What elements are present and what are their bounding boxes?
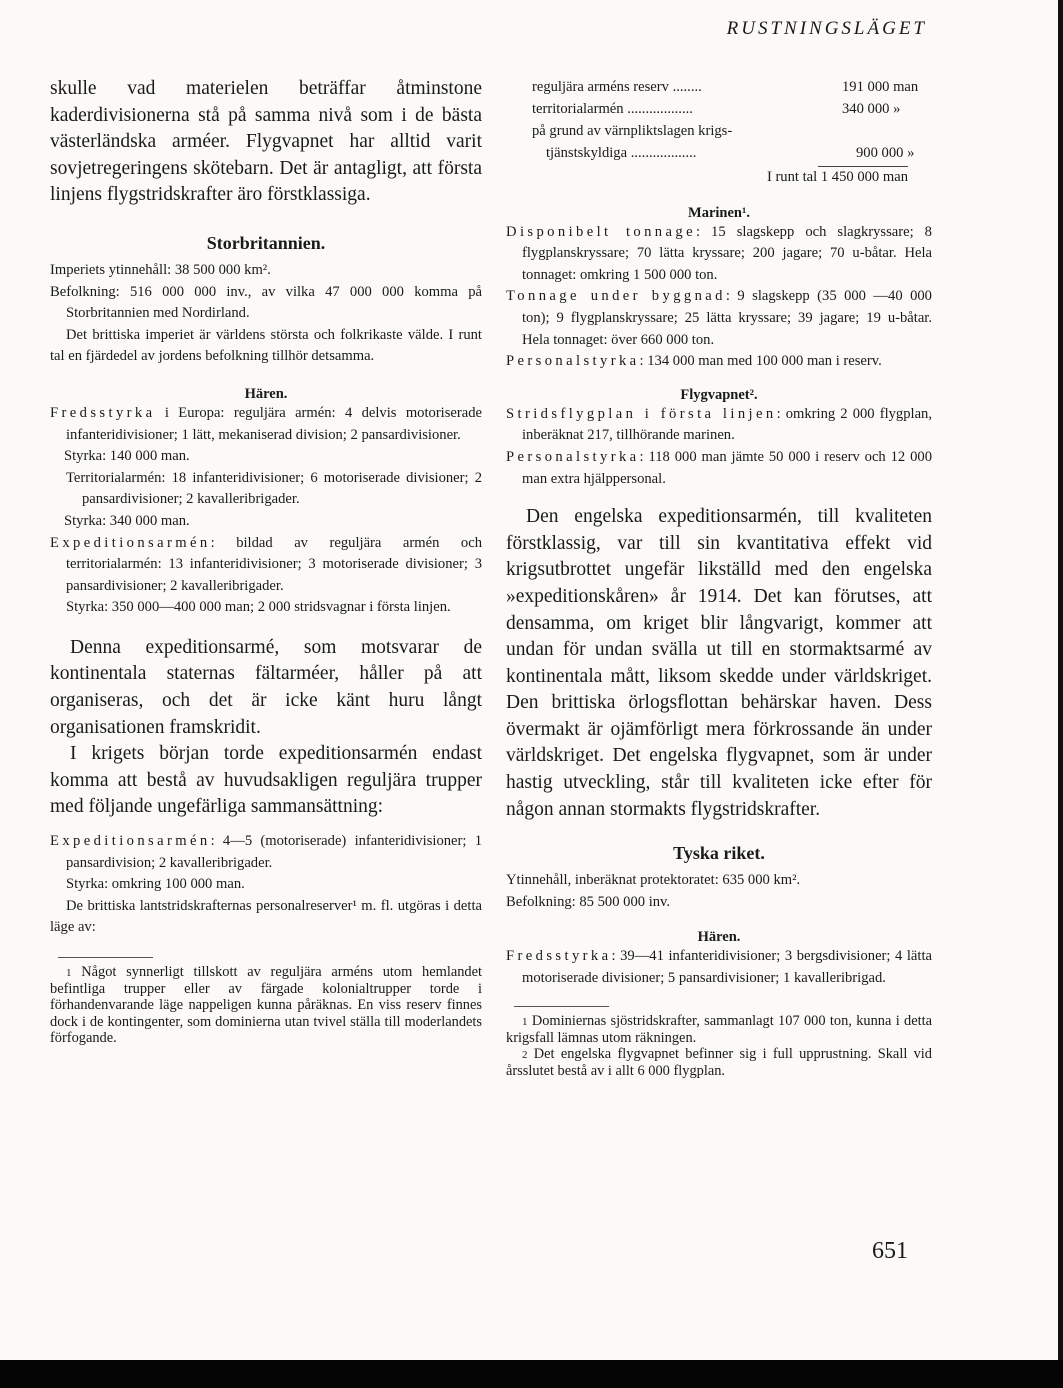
peace-strength-text: i Europa: reguljära armén: 4 delvis motoriserade infanteridivisioner; 1 lätt, mekaniserad division; 2 pansardivisioner. [66,404,483,443]
building-tonnage-label: Tonnage under byggnad [506,288,726,305]
reserve-row [532,98,932,120]
building-tonnage-text: : 9 slagskepp (35 000 —40 000 ton); 9 flygplanskryssare; 25 lätta kryssare; 39 jagare; 19 u-båtar. Hela tonnaget: över 660 000 ton. [522,288,932,348]
subheading-haren: Hären. [244,385,288,402]
reserve-row-value: 900 000 » [856,145,915,161]
air-personnel-text: : 118 000 man jämte 50 000 i reserv och 12 000 man extra hjälppersonal. [522,448,932,487]
navy-personnel-entry [506,351,932,373]
territorial-army-entry: Territorialarmén: 18 infanteridivisioner; 6 motoriserade divisioner; 2 pansardivisioner; 2 kavalleribrigader. [66,469,482,508]
intro-paragraph: skulle vad materielen beträffar åtminstone kaderdivisionerna stå på samma nivå som i de bästa västerländska arméer. Flygvapnet har alltid varit sovjetregeringens skötebarn. Det är antagligt, att första linjens flygstridskrafter äro förstklassiga. [50,78,482,206]
population-line: Befolkning: 516 000 000 inv., av vilka 47 000 000 komma på Storbritannien med Nordirland. [50,283,482,322]
expedition2-strength: Styrka: omkring 100 000 man. [66,876,245,893]
combat-aircraft-label: Stridsflygplan i första linjen [506,405,777,422]
air-personnel-label: Personalstyrka [506,448,640,465]
peace-strength-label: Fredsstyrka [50,404,156,421]
section-heading-tyska-riket: Tyska riket. [673,843,765,864]
available-tonnage-label: Disponibelt tonnage [506,223,696,240]
building-tonnage-entry [506,286,932,351]
peace-strength-total: Styrka: 140 000 man. [64,448,190,465]
reserve-row-value [792,120,932,142]
footnote-rule-left [58,957,153,958]
footnote-left-1 [50,964,482,1046]
footnote-number: 2 [522,1049,528,1062]
subheading-haren-germany: Hären. [697,929,741,946]
combat-aircraft-entry [506,404,932,447]
reserve-total: I runt tal 1 450 000 man [766,169,908,185]
footnote-text: Något synnerligt tillskott av reguljära arméns utom hemlandet befintliga trupper eller av färgade kolonialtrupper torde i förhandenvarande läge nappeligen kunna påräknas. En viss reserv finnes dock i de kontingenter, som dominierna utan tvivel ställa till moderlandets förfogande. [50,964,482,1046]
germany-peace-strength-label: Fredsstyrka [506,948,612,965]
reserve-row-label: reguljära arméns reserv ........ [532,79,702,95]
available-tonnage-entry [506,222,932,287]
page-number: 651 [872,1238,908,1264]
empire-note: Det brittiska imperiet är världens största och folkrikaste välde. I runt tal en fjärdedel av jordens befolkning tillhör detsamma. [50,326,482,365]
germany-peace-strength-entry [506,946,932,989]
reserve-row-value: 191 000 man [842,79,919,95]
germany-peace-strength-text: : 39—41 infanteridivisioner; 3 bergsdivisioner; 4 lätta motoriserade divisioner; 5 pansardivisioner; 1 kavalleribrigad. [522,948,932,987]
reserve-table [506,76,932,164]
expedition-strength-total: Styrka: 350 000—400 000 man; 2 000 stridsvagnar i första linjen. [66,599,451,616]
subheading-marinen: Marinen¹. [688,204,750,221]
scan-edge-right [1058,0,1063,1360]
reserve-row-value: 340 000 » [842,101,901,117]
expedition-quality-paragraph: Den engelska expeditionsarmén, till kvaliteten förstklassig, var till sin kvantitativa effekt vid krigsutbrottet ungefär likställd med den engelska »expeditionskåren» år 1914. Det kan förutses, att densamma, om kriget blir långvarigt, kommer att undan för undan svälla ut till en stormaktsarmé av kontinentala mått, liksom skedde under världskriget. Den brittiska örlogsflottan behärskar haven. Dess övermakt är ojämförligt mera förkrossande än under världskriget. Det engelska flygvapnet, som är under hastig utveckling, står till kvaliteten icke efter för någon annan stormakts flygstridskrafter. [506,506,932,820]
footnote-number: 1 [522,1015,528,1028]
combat-aircraft-text: : omkring 2 000 flygplan, inberäknat 217, tillhörande marinen. [522,405,932,444]
expedition-army-label: Expeditionsarmén [50,534,211,551]
reserve-row [532,142,932,164]
germany-population-line: Befolkning: 85 500 000 inv. [506,893,671,910]
reserve-row [532,120,932,142]
navy-personnel-label: Personalstyrka [506,353,640,370]
subheading-flygvapnet: Flygvapnet². [680,386,758,403]
footnote-number: 1 [66,967,72,979]
air-personnel-entry [506,447,932,490]
footnote-text: Det engelska flygvapnet befinner sig i full upprustning. Skall vid årsslutet bestå av i allt 6 000 flygplan. [506,1046,932,1080]
territorial-strength-total: Styrka: 340 000 man. [64,512,190,529]
footnote-right-1 [506,1013,932,1046]
footnote-rule-right [514,1006,609,1007]
area-line: Imperiets ytinnehåll: 38 500 000 km². [50,261,271,278]
section-heading-storbritannien: Storbritannien. [206,232,326,253]
reserve-row [532,76,932,98]
running-head: RUSTNINGSLÄGET [726,18,927,39]
expedition2-text: : 4—5 (motoriserade) infanteridivisioner; 1 pansardivision; 2 kavalleribrigader. [66,833,482,871]
reserve-row-label: tjänstskyldiga .................. [546,145,697,161]
reserve-row-label: på grund av värnpliktslagen krigs- [532,123,733,139]
navy-personnel-text: : 134 000 man med 100 000 man i reserv. [639,353,882,370]
expedition2-label: Expeditionsarmén [50,833,211,850]
germany-area-line: Ytinnehåll, inberäknat protektoratet: 635 000 km². [506,872,801,889]
scan-edge-bottom [0,1360,1063,1388]
available-tonnage-text: : 15 slagskepp och slagkryssare; 8 flygplanskryssare; 70 lätta kryssare; 200 jagare; 70 u-båtar. Hela tonnaget: omkring 1 500 000 ton. [522,223,932,283]
expedition-army-entry [50,533,482,598]
expedition-paragraph: Denna expeditionsarmé, som motsvarar de kontinentala staternas fältarméer, håller på att organiseras, och det är icke känt huru långt organisationen framskridit. [50,636,482,738]
expedition2-entry [50,831,482,874]
footnote-right-2 [506,1046,932,1079]
reserve-row-label: territorialarmén .................. [532,101,693,117]
expedition-army-text: : bildad av reguljära armén och territorialarmén: 13 infanteridivisioner; 3 motoriserade divisioner; 3 pansardivisioner; 2 kavalleribrigader. [66,534,482,594]
reserves-line: De brittiska lantstridskrafternas personalreserver¹ m. fl. utgöras i detta läge av: [50,897,482,936]
war-start-paragraph: I krigets början torde expeditionsarmén endast komma att bestå av huvudsakligen reguljära trupper med följande ungefärliga sammansättning: [50,743,482,818]
peace-strength-entry [50,403,482,446]
left-column [50,76,482,1046]
footnote-text: Dominiernas sjöstridskrafter, sammanlagt 107 000 ton, kunna i detta krigsfall lämnas utom räkningen. [506,1012,932,1046]
right-column [506,76,932,1079]
